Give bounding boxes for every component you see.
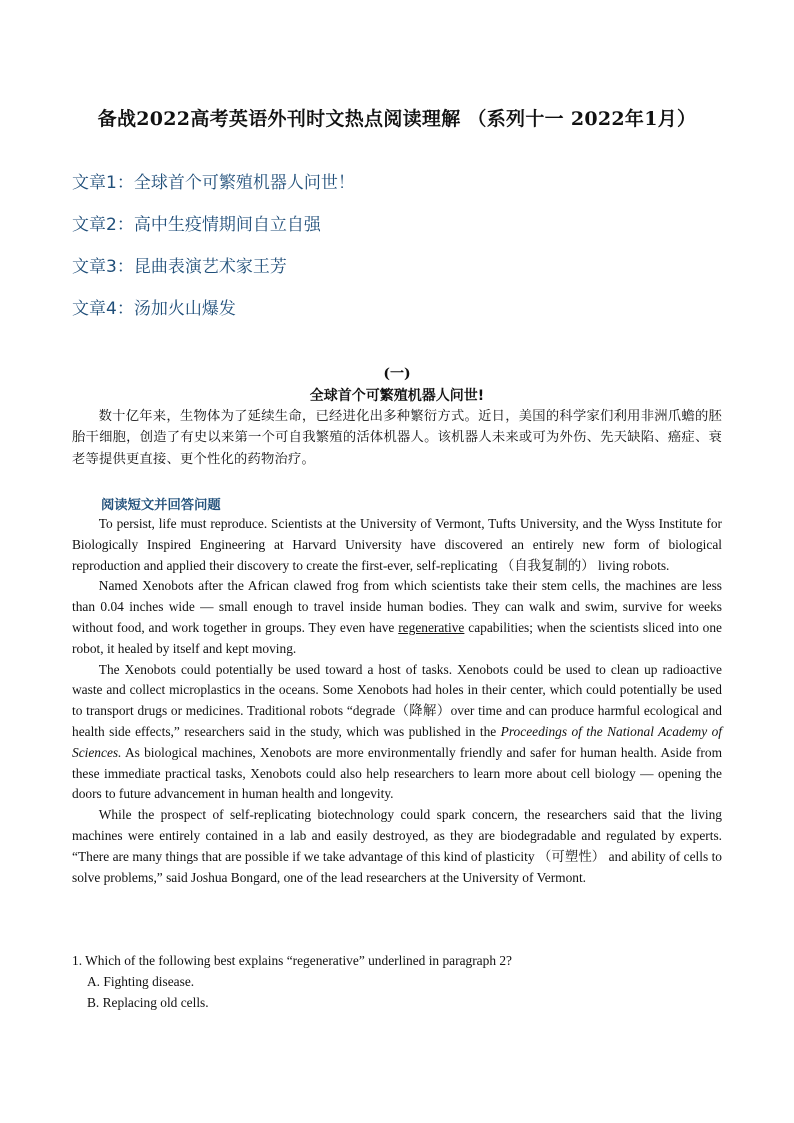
toc-item-4: 文章4：汤加火山爆发	[72, 299, 236, 319]
question-1-option-b: B. Replacing old cells.	[87, 995, 209, 1010]
paragraph-3	[72, 660, 722, 806]
paragraph-2	[72, 576, 722, 659]
toc-item-1: 文章1：全球首个可繁殖机器人问世！	[72, 173, 355, 193]
section-number: (一)	[383, 366, 411, 382]
paragraph-3-part-b: As biological machines, Xenobots are more environmentally friendly and safer for human health. Aside from these immediate practical tasks, Xenobots could also help researchers to learn more about cell biology — opening the doors to future advancement in human health and longevity.	[72, 744, 722, 802]
reading-instruction-heading: 阅读短文并回答问题	[101, 498, 221, 513]
section-title: 全球首个可繁殖机器人问世!	[309, 388, 485, 404]
journal-name: Proceedings of the National Academy of Sciences.	[72, 723, 722, 760]
paragraph-2-part-a: Named Xenobots after the African clawed frog from which scientists take their stem cells, the machines are less than 0.04 inches wide — small enough to travel inside human bodies. They can walk and swim, survive for weeks without food, and work together in groups. They even have	[72, 578, 722, 635]
section-intro: 数十亿年来，生物体为了延续生命，已经进化出多种繁衍方式。近日，美国的科学家们利用非洲爪蟾的胚胎干细胞，创造了有史以来第一个可自我繁殖的活体机器人。该机器人未来或可为外伤、先天缺陷、癌症、衰老等提供更直接、更个性化的药物治疗。	[72, 409, 722, 467]
question-1-stem: 1. Which of the following best explains “regenerative” underlined in paragraph 2?	[72, 953, 512, 968]
toc-item-3: 文章3：昆曲表演艺术家王芳	[72, 257, 287, 277]
paragraph-3-part-a: The Xenobots could potentially be used toward a host of tasks. Xenobots could be used to clean up radioactive waste and collect microplastics in the oceans. Some Xenobots had holes in their center, which could potentially be used to transport drugs or medicines. Traditional robots “degrade（降解）over time and can produce harmful ecological and health side effects,” researchers said in the study, which was published in the	[72, 661, 722, 739]
document-title: 备战2022高考英语外刊时文热点阅读理解 （系列十一 2022年1月）	[97, 108, 697, 130]
toc-item-2: 文章2：高中生疫情期间自立自强	[72, 215, 321, 235]
table-of-contents	[72, 170, 355, 338]
underlined-word: regenerative	[398, 619, 465, 635]
paragraph-1: To persist, life must reproduce. Scientists at the University of Vermont, Tufts University, and the Wyss Institute for Biologically Inspired Engineering at Harvard University have discovered an entirely new form of biological reproduction and applied their discovery to create the first-ever, self-replicating （自我复制的） living robots.	[72, 516, 722, 573]
question-1-option-a: A. Fighting disease.	[87, 974, 195, 989]
passage	[72, 514, 722, 888]
paragraph-2-part-b: capabilities; when the scientists sliced into one robot, it healed by itself and kept moving.	[72, 619, 722, 656]
paragraph-4: While the prospect of self-replicating biotechnology could spark concern, the researchers said that the living machines were entirely contained in a lab and easily destroyed, as they are biodegradable and regulated by experts. “There are many things that are possible if we take advantage of this kind of plasticity （可塑性） and ability of cells to solve problems,” said Joshua Bongard, one of the lead researchers at the University of Vermont.	[72, 807, 722, 885]
